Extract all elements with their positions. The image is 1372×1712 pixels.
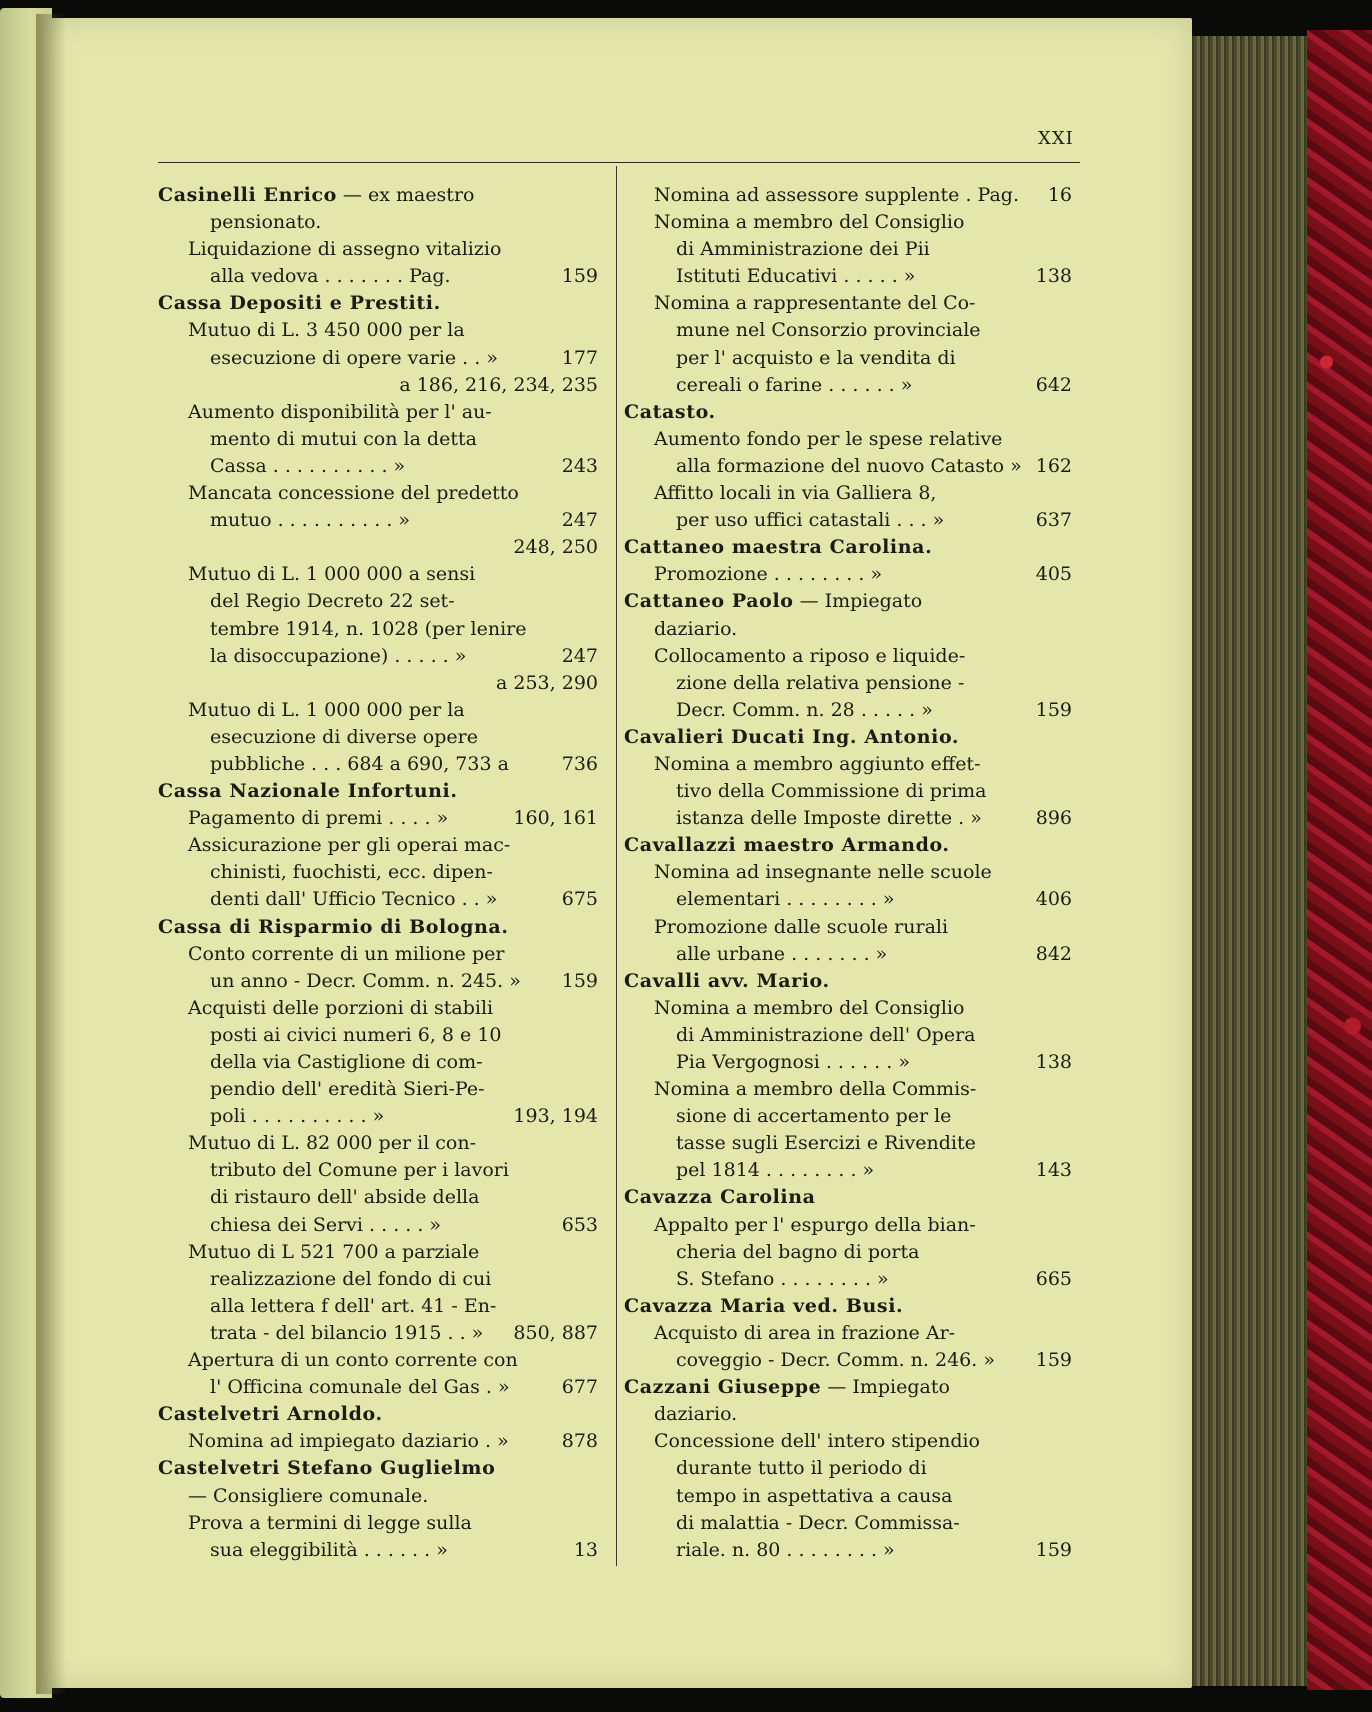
page-reference: 138 bbox=[1035, 265, 1072, 288]
page-reference: 13 bbox=[573, 1538, 598, 1561]
index-heading bbox=[624, 724, 959, 751]
index-heading bbox=[624, 399, 716, 426]
index-line bbox=[624, 1347, 1072, 1374]
index-heading bbox=[158, 778, 458, 805]
page-reference: 405 bbox=[1035, 563, 1072, 586]
index-line bbox=[158, 1483, 598, 1510]
index-line bbox=[158, 1022, 598, 1049]
index-entry: Mutuo di L. 3 450 000 per la bbox=[188, 319, 465, 342]
index-line bbox=[624, 236, 1072, 263]
index-line bbox=[158, 399, 598, 426]
index-line bbox=[624, 670, 1072, 697]
index-line bbox=[158, 534, 598, 561]
index-line bbox=[158, 426, 598, 453]
index-line bbox=[624, 1537, 1072, 1564]
index-entry: Nomina ad impiegato daziario . » bbox=[188, 1430, 509, 1453]
heading-name: Cavazza Maria ved. Busi. bbox=[624, 1294, 904, 1317]
index-entry-continuation: di malattia - Decr. Commissa- bbox=[676, 1511, 960, 1534]
index-entry: Acquisto di area in frazione Ar- bbox=[654, 1321, 956, 1344]
index-entry: Conto corrente di un milione per bbox=[188, 942, 505, 965]
index-line bbox=[158, 290, 598, 317]
index-line bbox=[158, 236, 598, 263]
index-entry-continuation: durante tutto il periodo di bbox=[676, 1457, 927, 1480]
index-entry: Nomina a membro aggiunto effet- bbox=[654, 752, 981, 775]
index-entry-continuation: per uso uffici catastali . . . » bbox=[676, 509, 945, 532]
index-entry-continuation: pubbliche . . . 684 a 690, 733 a bbox=[210, 752, 509, 775]
index-line bbox=[158, 859, 598, 886]
index-entry: Aumento disponibilità per l' au- bbox=[188, 400, 492, 423]
page-reference: 675 bbox=[561, 888, 598, 911]
heading-name: Cavazza Carolina bbox=[624, 1186, 816, 1209]
index-entry: Aumento fondo per le spese relative bbox=[654, 427, 1003, 450]
heading-name: Cavallazzi maestro Armando. bbox=[624, 834, 950, 857]
page-reference: 193, 194 bbox=[513, 1105, 598, 1128]
index-line bbox=[158, 453, 598, 480]
page-number: XXI bbox=[1038, 128, 1074, 149]
index-entry-continuation: tributo del Comune per i lavori bbox=[210, 1159, 509, 1182]
index-entry-continuation: chinisti, fuochisti, ecc. dipen- bbox=[210, 861, 493, 884]
index-line bbox=[158, 561, 598, 588]
index-entry: Mutuo di L. 82 000 per il con- bbox=[188, 1132, 476, 1155]
column-divider bbox=[616, 166, 617, 1566]
index-line bbox=[624, 182, 1072, 209]
index-heading bbox=[158, 290, 441, 317]
index-line bbox=[624, 995, 1072, 1022]
index-line bbox=[624, 1049, 1072, 1076]
heading-name: Cassa Depositi e Prestiti. bbox=[158, 292, 441, 315]
index-heading bbox=[624, 968, 830, 995]
index-line bbox=[624, 426, 1072, 453]
index-entry: Prova a termini di legge sulla bbox=[188, 1511, 472, 1534]
index-line bbox=[624, 697, 1072, 724]
index-line bbox=[624, 317, 1072, 344]
index-line bbox=[158, 1401, 598, 1428]
heading-name: Castelvetri Stefano Guglielmo bbox=[158, 1457, 496, 1480]
index-entry: Nomina ad insegnante nelle scuole bbox=[654, 861, 992, 884]
page-reference: 243 bbox=[561, 454, 598, 477]
index-line bbox=[158, 372, 598, 399]
index-entry: Apertura di un conto corrente con bbox=[188, 1349, 518, 1372]
page-reference: 143 bbox=[1035, 1159, 1072, 1182]
page-reference: 878 bbox=[561, 1430, 598, 1453]
page-reference: 665 bbox=[1035, 1267, 1072, 1290]
index-entry-continuation: Pia Vergognosi . . . . . . » bbox=[676, 1051, 910, 1073]
index-line bbox=[158, 1157, 598, 1184]
index-entry-continuation: alla lettera f dell' art. 41 - En- bbox=[210, 1294, 497, 1317]
index-entry-continuation: coveggio - Decr. Comm. n. 246. » bbox=[676, 1349, 995, 1372]
index-entry-continuation: chiesa dei Servi . . . . . » bbox=[210, 1213, 442, 1236]
index-entry-continuation: Cassa . . . . . . . . . . » bbox=[210, 454, 406, 477]
index-line bbox=[624, 1130, 1072, 1157]
heading-name: Cattaneo Paolo bbox=[624, 590, 794, 613]
index-line bbox=[158, 1212, 598, 1239]
index-line bbox=[624, 480, 1072, 507]
index-line bbox=[624, 968, 1072, 995]
book-cover-edge bbox=[1307, 30, 1372, 1690]
index-entry-continuation: poli . . . . . . . . . . » bbox=[210, 1105, 385, 1128]
page-reference: 850, 887 bbox=[513, 1321, 598, 1344]
heading-name: Cattaneo maestra Carolina. bbox=[624, 536, 933, 559]
index-entry-continuation: un anno - Decr. Comm. n. 245. » bbox=[210, 969, 521, 992]
index-line bbox=[158, 1130, 598, 1157]
heading-rest: — Impiegato bbox=[793, 590, 923, 613]
index-entry-continuation: tivo della Commissione di prima bbox=[676, 780, 987, 803]
index-line bbox=[624, 290, 1072, 317]
index-heading bbox=[158, 914, 509, 941]
index-entry: Nomina ad assessore supplente . Pag. bbox=[654, 184, 1019, 206]
index-entry-continuation: di ristauro dell' abside della bbox=[210, 1186, 480, 1209]
index-line bbox=[158, 1537, 598, 1564]
page-reference: 159 bbox=[1035, 698, 1072, 721]
index-entry-continuation: tempo in aspettativa a causa bbox=[676, 1484, 953, 1507]
index-line bbox=[158, 209, 598, 236]
page-reference: 16 bbox=[1047, 184, 1072, 206]
index-line bbox=[158, 1428, 598, 1455]
page-reference: 159 bbox=[1035, 1538, 1072, 1561]
index-entry-continuation: alla vedova . . . . . . . Pag. bbox=[210, 265, 451, 288]
page-reference: 159 bbox=[561, 265, 598, 288]
index-line bbox=[158, 805, 598, 832]
index-line bbox=[158, 1049, 598, 1076]
index-line bbox=[158, 1076, 598, 1103]
index-line bbox=[624, 1266, 1072, 1293]
page-reference: 159 bbox=[561, 969, 598, 992]
index-entry-continuation: elementari . . . . . . . . » bbox=[676, 888, 895, 911]
index-entry-continuation: posti ai civici numeri 6, 8 e 10 bbox=[210, 1023, 502, 1046]
page-reference: 138 bbox=[1035, 1051, 1072, 1073]
index-line bbox=[624, 859, 1072, 886]
index-line bbox=[158, 832, 598, 859]
index-line bbox=[624, 209, 1072, 236]
index-line bbox=[624, 643, 1072, 670]
page-reference: 159 bbox=[1035, 1349, 1072, 1372]
index-line bbox=[624, 1022, 1072, 1049]
page-reference: 653 bbox=[561, 1213, 598, 1236]
index-line bbox=[158, 751, 598, 778]
index-entry: Affitto locali in via Galliera 8, bbox=[654, 482, 937, 505]
index-line bbox=[624, 1103, 1072, 1130]
page-reference-line: 248, 250 bbox=[513, 536, 598, 559]
index-heading bbox=[624, 534, 932, 561]
heading-name: Cazzani Giuseppe bbox=[624, 1376, 822, 1399]
index-entry-continuation: alle urbane . . . . . . . » bbox=[676, 942, 888, 965]
index-line bbox=[158, 1320, 598, 1347]
index-heading bbox=[624, 1293, 903, 1320]
index-line bbox=[624, 1428, 1072, 1455]
index-entry-continuation: S. Stefano . . . . . . . . » bbox=[676, 1267, 889, 1290]
index-line bbox=[158, 507, 598, 534]
index-entry: Mutuo di L. 1 000 000 a sensi bbox=[188, 563, 476, 586]
index-line bbox=[624, 588, 1072, 615]
index-entry-continuation: trata - del bilancio 1915 . . » bbox=[210, 1321, 484, 1344]
index-line bbox=[624, 1483, 1072, 1510]
index-line bbox=[158, 1455, 598, 1482]
index-line bbox=[158, 588, 598, 615]
index-line bbox=[158, 263, 598, 290]
index-line bbox=[624, 724, 1072, 751]
index-line bbox=[158, 995, 598, 1022]
index-entry: Promozione dalle scuole rurali bbox=[654, 915, 949, 938]
index-entry-continuation: esecuzione di diverse opere bbox=[210, 725, 478, 748]
index-entry-continuation: pendio dell' eredità Sieri-Pe- bbox=[210, 1078, 485, 1101]
index-line bbox=[624, 345, 1072, 372]
heading-name: Catasto. bbox=[624, 400, 716, 423]
index-line bbox=[624, 372, 1072, 399]
index-entry-continuation: denti dall' Ufficio Tecnico . . » bbox=[210, 888, 498, 911]
index-line bbox=[624, 507, 1072, 534]
index-line bbox=[158, 616, 598, 643]
index-entry-continuation: della via Castiglione di com- bbox=[210, 1051, 483, 1073]
index-line bbox=[624, 805, 1072, 832]
index-entry: Nomina a membro del Consiglio bbox=[654, 996, 965, 1019]
index-heading bbox=[624, 588, 922, 615]
header-rule bbox=[158, 162, 1080, 163]
gutter-shadow bbox=[36, 14, 66, 1694]
heading-name: Casinelli Enrico bbox=[158, 184, 337, 206]
index-heading bbox=[624, 832, 950, 859]
page-reference: 736 bbox=[561, 752, 598, 775]
page-reference: 160, 161 bbox=[513, 807, 598, 830]
index-line bbox=[158, 1374, 598, 1401]
index-line bbox=[624, 914, 1072, 941]
index-line bbox=[158, 1347, 598, 1374]
index-line bbox=[624, 263, 1072, 290]
index-line bbox=[624, 1510, 1072, 1537]
index-line bbox=[158, 1239, 598, 1266]
page-reference: 406 bbox=[1035, 888, 1072, 911]
page-reference: 162 bbox=[1035, 454, 1072, 477]
index-entry-continuation: pensionato. bbox=[210, 211, 322, 234]
index-entry-continuation: riale. n. 80 . . . . . . . . » bbox=[676, 1538, 895, 1561]
index-entry-continuation: mento di mutui con la detta bbox=[210, 427, 477, 450]
index-entry-continuation: di Amministrazione dell' Opera bbox=[676, 1023, 976, 1046]
index-entry: Nomina a rappresentante del Co- bbox=[654, 292, 976, 315]
heading-name: Cavalli avv. Mario. bbox=[624, 969, 830, 992]
index-line bbox=[158, 1266, 598, 1293]
index-entry-continuation: per l' acquisto e la vendita di bbox=[676, 346, 956, 369]
heading-name: Cassa Nazionale Infortuni. bbox=[158, 780, 458, 803]
page-reference: 177 bbox=[561, 346, 598, 369]
index-entry-continuation: cereali o farine . . . . . . » bbox=[676, 373, 913, 396]
index-line bbox=[624, 1455, 1072, 1482]
index-line bbox=[158, 317, 598, 344]
index-line bbox=[624, 1239, 1072, 1266]
page-reference: 642 bbox=[1035, 373, 1072, 396]
index-column-left bbox=[158, 182, 598, 1564]
index-line bbox=[624, 886, 1072, 913]
index-line bbox=[158, 886, 598, 913]
index-line bbox=[158, 724, 598, 751]
page-reference: 247 bbox=[561, 509, 598, 532]
index-entry: Nomina a membro della Commis- bbox=[654, 1078, 977, 1101]
index-line bbox=[624, 561, 1072, 588]
index-line bbox=[624, 1157, 1072, 1184]
index-entry-continuation: sua eleggibilità . . . . . . » bbox=[210, 1538, 448, 1561]
index-entry-continuation: tembre 1914, n. 1028 (per lenire bbox=[210, 617, 527, 640]
page-reference-line: a 253, 290 bbox=[496, 671, 598, 694]
index-entry-continuation: tasse sugli Esercizi e Rivendite bbox=[676, 1132, 976, 1155]
heading-name: Castelvetri Arnoldo. bbox=[158, 1403, 383, 1426]
index-heading bbox=[158, 182, 474, 209]
index-line bbox=[158, 182, 598, 209]
index-entry-continuation: del Regio Decreto 22 set- bbox=[210, 590, 455, 613]
index-entry-continuation: pel 1814 . . . . . . . . » bbox=[676, 1159, 875, 1182]
index-line bbox=[624, 534, 1072, 561]
index-line bbox=[158, 480, 598, 507]
index-entry: Nomina a membro del Consiglio bbox=[654, 211, 965, 234]
index-entry-continuation: di Amministrazione dei Pii bbox=[676, 238, 930, 261]
index-line bbox=[158, 1103, 598, 1130]
heading-rest: — Impiegato bbox=[821, 1376, 950, 1399]
index-entry-continuation: zione della relativa pensione - bbox=[676, 671, 965, 694]
index-entry-continuation: Decr. Comm. n. 28 . . . . . » bbox=[676, 698, 933, 721]
index-line bbox=[624, 1401, 1072, 1428]
index-line bbox=[624, 616, 1072, 643]
index-entry: Mutuo di L. 1 000 000 per la bbox=[188, 698, 465, 721]
index-entry-continuation: mune nel Consorzio provinciale bbox=[676, 319, 981, 342]
index-line bbox=[624, 453, 1072, 480]
page-reference: 896 bbox=[1035, 807, 1072, 830]
index-line bbox=[624, 1184, 1072, 1211]
index-entry: Collocamento a riposo e liquide- bbox=[654, 644, 966, 667]
index-line bbox=[624, 1293, 1072, 1320]
index-line bbox=[158, 1293, 598, 1320]
heading-name: Cassa di Risparmio di Bologna. bbox=[158, 915, 509, 938]
index-entry: Appalto per l' espurgo della bian- bbox=[654, 1213, 976, 1236]
index-line bbox=[624, 1374, 1072, 1401]
page-reference: 247 bbox=[561, 644, 598, 667]
index-entry: Mutuo di L 521 700 a parziale bbox=[188, 1240, 480, 1263]
index-line bbox=[158, 345, 598, 372]
index-line bbox=[158, 914, 598, 941]
index-line bbox=[624, 778, 1072, 805]
index-heading bbox=[158, 1455, 495, 1482]
index-column-right bbox=[624, 182, 1072, 1564]
index-line bbox=[624, 832, 1072, 859]
index-line bbox=[158, 941, 598, 968]
index-entry-continuation: mutuo . . . . . . . . . . » bbox=[210, 509, 411, 532]
index-line bbox=[624, 751, 1072, 778]
index-entry-continuation: daziario. bbox=[654, 1403, 738, 1426]
index-entry-continuation: istanza delle Imposte dirette . » bbox=[676, 807, 982, 830]
index-entry-continuation: sione di accertamento per le bbox=[676, 1105, 952, 1128]
index-line bbox=[158, 697, 598, 724]
index-entry: Promozione . . . . . . . . » bbox=[654, 563, 883, 586]
index-entry-continuation: Istituti Educativi . . . . . » bbox=[676, 265, 916, 288]
index-entry-continuation: daziario. bbox=[654, 617, 738, 640]
index-line bbox=[624, 941, 1072, 968]
index-line bbox=[624, 1076, 1072, 1103]
heading-name: Cavalieri Ducati Ing. Antonio. bbox=[624, 725, 960, 748]
index-entry-continuation: realizzazione del fondo di cui bbox=[210, 1267, 492, 1290]
index-heading bbox=[158, 1401, 383, 1428]
page-reference: 677 bbox=[561, 1376, 598, 1399]
index-entry-continuation: cheria del bagno di porta bbox=[676, 1240, 920, 1263]
page-reference: 637 bbox=[1035, 509, 1072, 532]
index-entry: Acquisti delle porzioni di stabili bbox=[188, 996, 494, 1019]
index-line bbox=[624, 1212, 1072, 1239]
index-entry-continuation: l' Officina comunale del Gas . » bbox=[210, 1376, 510, 1399]
page-reference-line: a 186, 216, 234, 235 bbox=[399, 373, 598, 396]
heading-rest: — ex maestro bbox=[336, 184, 475, 206]
index-entry-continuation: esecuzione di opere varie . . » bbox=[210, 346, 498, 369]
index-line bbox=[158, 643, 598, 670]
index-entry: Concessione dell' intero stipendio bbox=[654, 1430, 980, 1453]
index-entry: Assicurazione per gli operai mac- bbox=[188, 834, 511, 857]
page-reference: 842 bbox=[1035, 942, 1072, 965]
index-heading bbox=[624, 1374, 950, 1401]
index-entry-continuation: la disoccupazione) . . . . . » bbox=[210, 644, 467, 667]
index-line bbox=[624, 399, 1072, 426]
index-line bbox=[624, 1320, 1072, 1347]
index-line bbox=[158, 778, 598, 805]
index-line bbox=[158, 1510, 598, 1537]
index-entry: Liquidazione di assegno vitalizio bbox=[188, 238, 502, 261]
index-entry: Mancata concessione del predetto bbox=[188, 482, 519, 505]
index-line bbox=[158, 670, 598, 697]
index-line bbox=[158, 968, 598, 995]
index-entry: — Consigliere comunale. bbox=[188, 1484, 429, 1507]
index-entry-continuation: alla formazione del nuovo Catasto » bbox=[676, 454, 1022, 477]
index-heading bbox=[624, 1184, 816, 1211]
index-entry: Pagamento di premi . . . . » bbox=[188, 807, 449, 830]
index-line bbox=[158, 1184, 598, 1211]
